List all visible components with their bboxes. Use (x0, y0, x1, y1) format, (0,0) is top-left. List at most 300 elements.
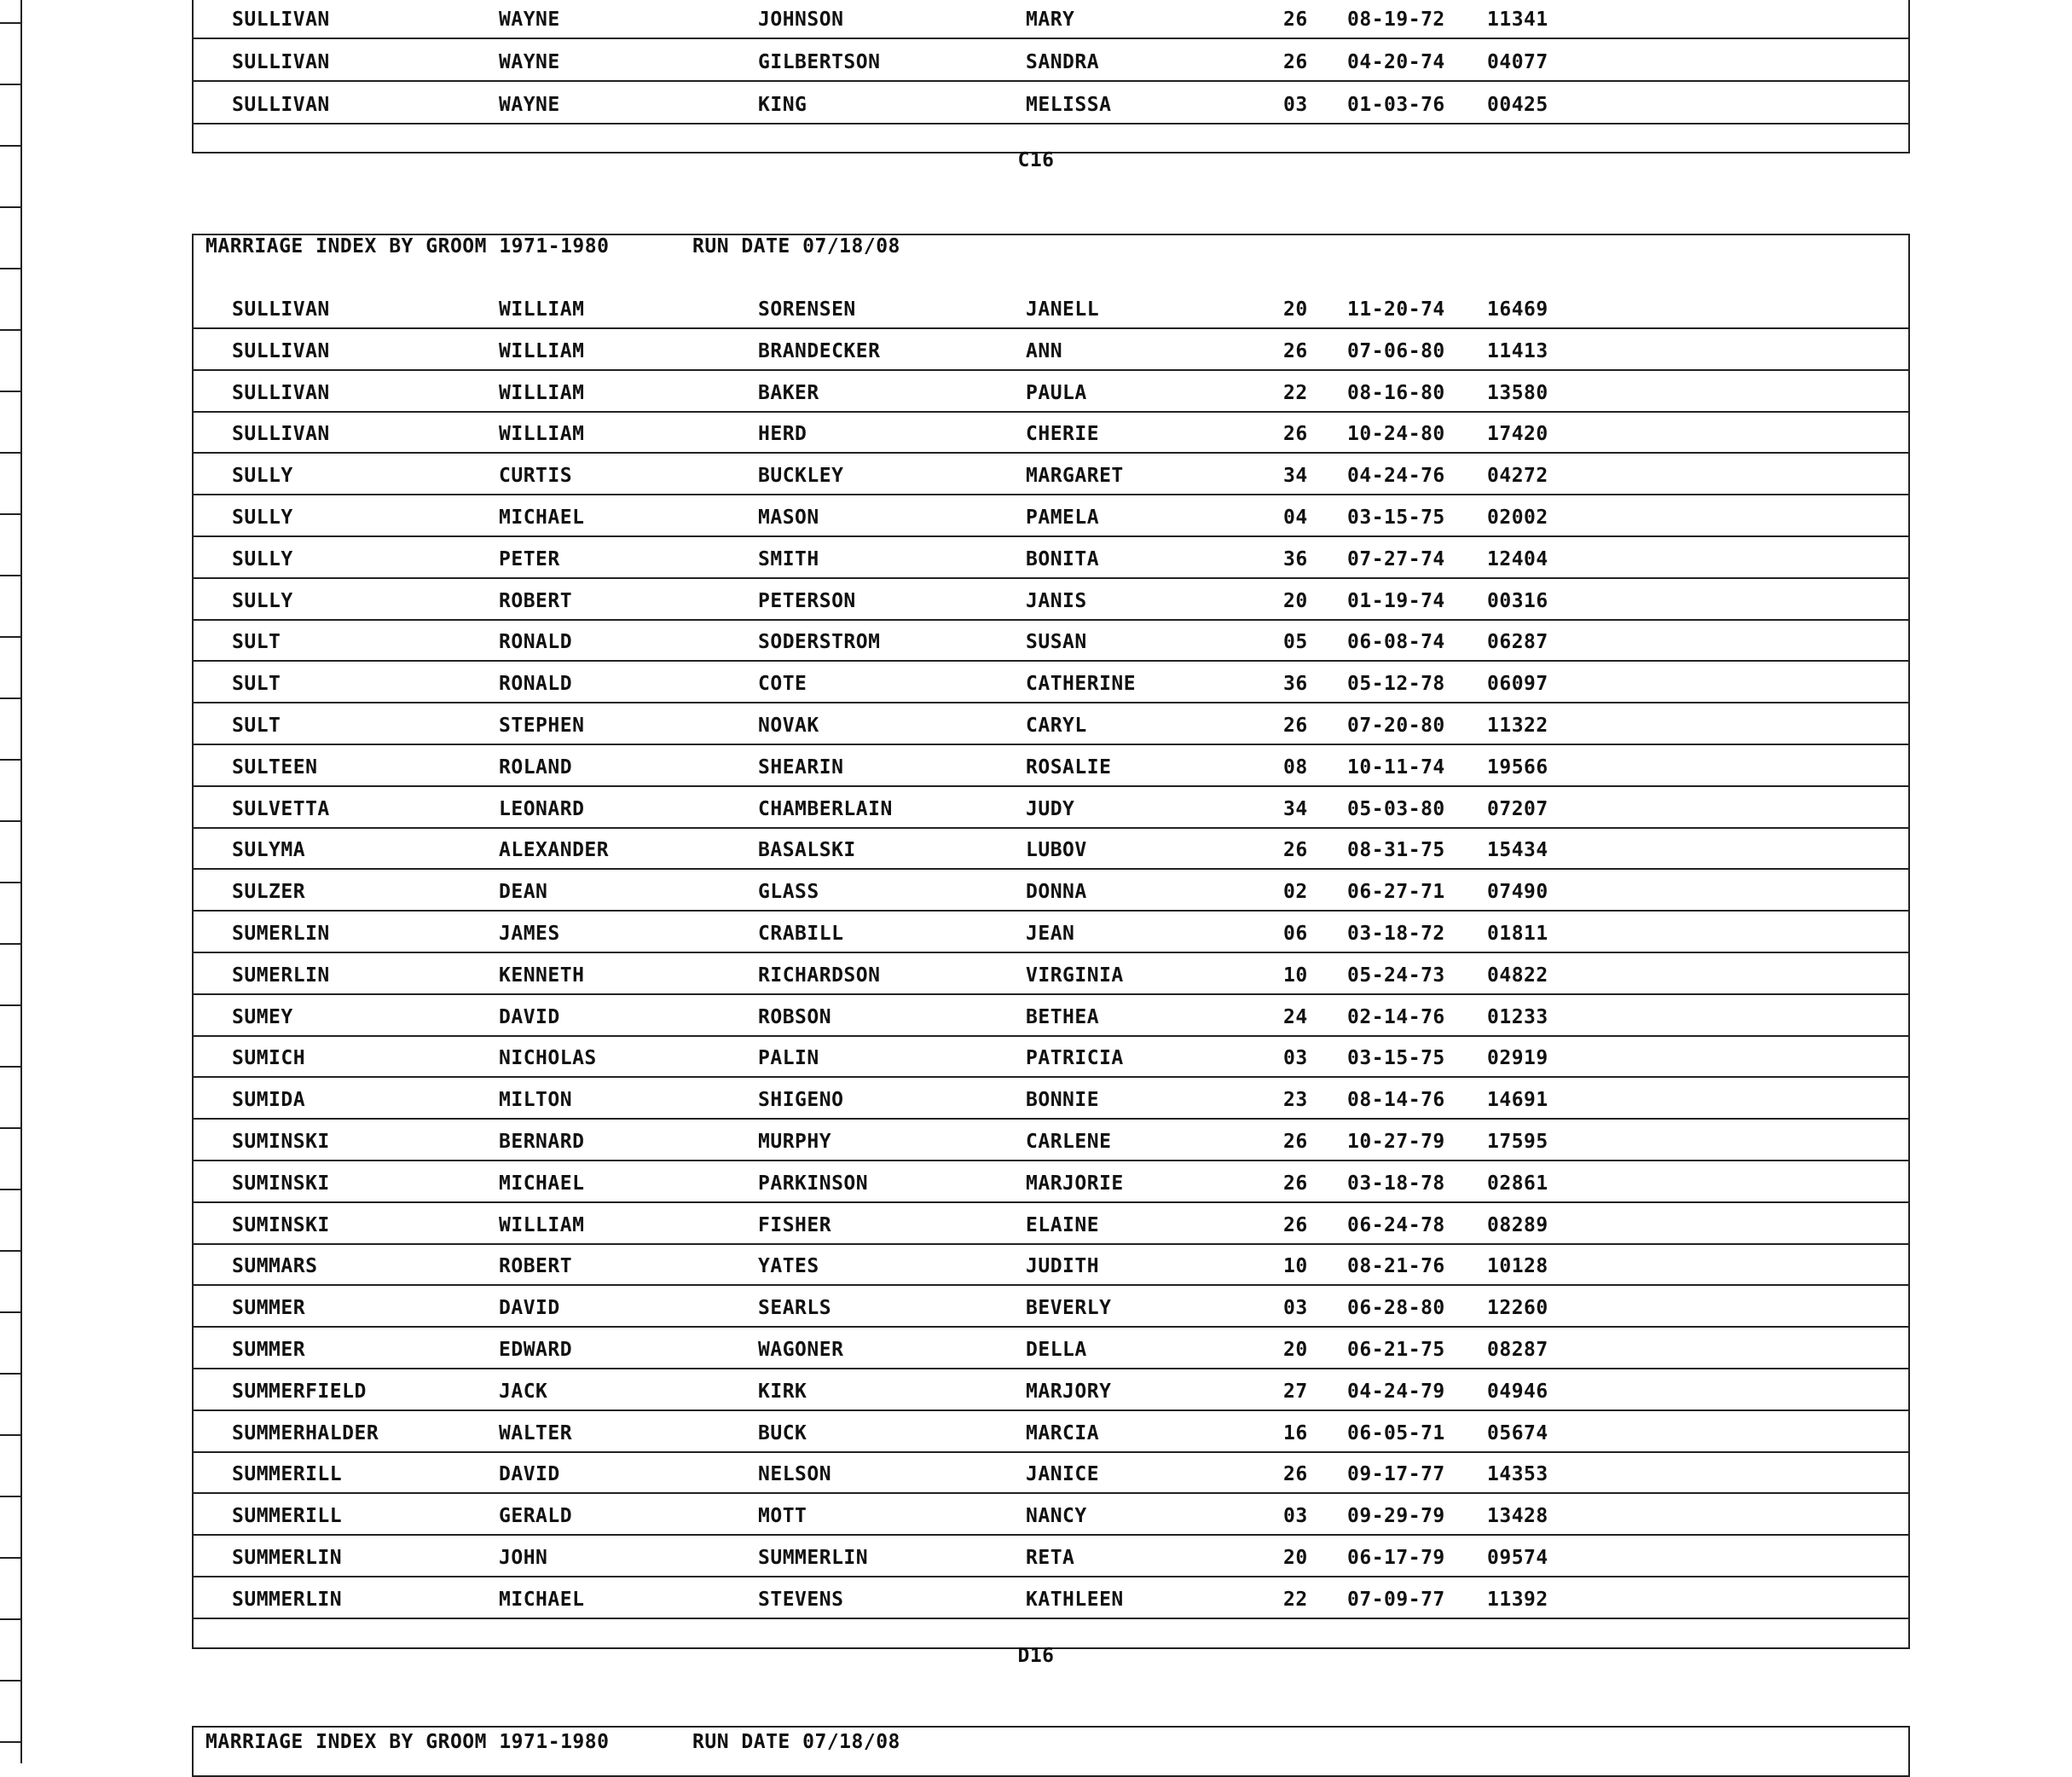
page-label-d16: D16 (1017, 1645, 1055, 1667)
bride-surname: GLASS (758, 881, 819, 904)
bride-surname: BASALSKI (758, 839, 856, 862)
groom-surname: SUMMERLIN (232, 1547, 343, 1569)
rail-tick (0, 1066, 20, 1068)
marriage-date: 03-15-75 (1347, 1047, 1445, 1070)
certificate-number: 11413 (1487, 339, 1548, 362)
bride-given-name: CHERIE (1026, 423, 1100, 446)
marriage-date: 07-20-80 (1347, 715, 1445, 737)
groom-given-name: DAVID (499, 1463, 560, 1486)
certificate-number: 10128 (1487, 1255, 1548, 1278)
table-row (194, 1537, 1908, 1577)
rail-tick (0, 268, 20, 269)
bride-given-name: JUDITH (1026, 1255, 1100, 1278)
county-code: 06 (1283, 923, 1308, 945)
rail-tick (0, 1004, 20, 1006)
county-code: 20 (1283, 298, 1308, 321)
groom-given-name: DEAN (499, 881, 548, 904)
groom-surname: SUMMERFIELD (232, 1380, 367, 1403)
groom-given-name: MICHAEL (499, 1172, 585, 1195)
certificate-number: 14691 (1487, 1089, 1548, 1112)
bride-surname: YATES (758, 1255, 819, 1278)
groom-given-name: GERALD (499, 1505, 573, 1528)
marriage-date: 08-16-80 (1347, 381, 1445, 404)
table-row (194, 580, 1908, 621)
table-row (194, 1287, 1908, 1328)
certificate-number: 07207 (1487, 797, 1548, 820)
groom-given-name: WILLIAM (499, 298, 585, 321)
marriage-date: 08-31-75 (1347, 839, 1445, 862)
rail-tick (0, 1557, 20, 1559)
bride-given-name: ELAINE (1026, 1213, 1100, 1236)
rail-tick (0, 452, 20, 454)
table-row (194, 538, 1908, 579)
groom-given-name: WALTER (499, 1421, 573, 1444)
bride-surname: MOTT (758, 1505, 807, 1528)
certificate-number: 17595 (1487, 1131, 1548, 1153)
county-code: 03 (1283, 1505, 1308, 1528)
groom-given-name: DAVID (499, 1297, 560, 1320)
county-code: 36 (1283, 673, 1308, 696)
groom-given-name: LEONARD (499, 797, 585, 820)
table-row (194, 84, 1908, 124)
marriage-date: 04-20-74 (1347, 51, 1445, 73)
certificate-number: 12404 (1487, 547, 1548, 570)
certificate-number: 04272 (1487, 465, 1548, 488)
bride-given-name: PATRICIA (1026, 1047, 1124, 1070)
index-table-c16 (192, 0, 1910, 153)
certificate-number: 06097 (1487, 673, 1548, 696)
certificate-number: 08289 (1487, 1213, 1548, 1236)
bride-surname: BAKER (758, 381, 819, 404)
marriage-date: 08-21-76 (1347, 1255, 1445, 1278)
bride-surname: BRANDECKER (758, 339, 881, 362)
marriage-date: 02-14-76 (1347, 1005, 1445, 1028)
run-date-next: RUN DATE 07/18/08 (692, 1731, 900, 1753)
bride-surname: STEVENS (758, 1588, 844, 1611)
groom-given-name: JAMES (499, 923, 560, 945)
county-code: 26 (1283, 1463, 1308, 1486)
county-code: 26 (1283, 1172, 1308, 1195)
bride-given-name: MARY (1026, 9, 1075, 31)
rail-tick (0, 882, 20, 883)
bride-surname: NOVAK (758, 715, 819, 737)
marriage-date: 06-08-74 (1347, 631, 1445, 654)
groom-surname: SUMMERHALDER (232, 1421, 379, 1444)
groom-given-name: JOHN (499, 1547, 548, 1569)
table-row (194, 372, 1908, 413)
groom-given-name: WILLIAM (499, 381, 585, 404)
groom-given-name: RONALD (499, 673, 573, 696)
bride-given-name: DELLA (1026, 1339, 1087, 1361)
bride-surname: HERD (758, 423, 807, 446)
county-code: 20 (1283, 1547, 1308, 1569)
rail-tick (0, 575, 20, 576)
marriage-date: 10-11-74 (1347, 755, 1445, 779)
county-code: 05 (1283, 631, 1308, 654)
marriage-date: 08-19-72 (1347, 9, 1445, 31)
marriage-date: 08-14-76 (1347, 1089, 1445, 1112)
certificate-number: 00316 (1487, 589, 1548, 612)
certificate-number: 11392 (1487, 1588, 1548, 1611)
certificate-number: 13580 (1487, 381, 1548, 404)
bride-given-name: PAMELA (1026, 506, 1100, 529)
groom-surname: SULLIVAN (232, 381, 330, 404)
county-code: 23 (1283, 1089, 1308, 1112)
certificate-number: 00425 (1487, 94, 1548, 116)
table-row (194, 746, 1908, 787)
groom-surname: SULTEEN (232, 755, 318, 779)
groom-surname: SUMIDA (232, 1089, 306, 1112)
groom-surname: SULLIVAN (232, 339, 330, 362)
county-code: 26 (1283, 339, 1308, 362)
bride-given-name: SANDRA (1026, 51, 1100, 73)
marriage-date: 05-03-80 (1347, 797, 1445, 820)
county-code: 22 (1283, 381, 1308, 404)
groom-given-name: PETER (499, 547, 560, 570)
table-row (194, 1245, 1908, 1286)
county-code: 08 (1283, 755, 1308, 779)
marriage-date: 03-18-78 (1347, 1172, 1445, 1195)
county-code: 26 (1283, 1213, 1308, 1236)
table-row (194, 288, 1908, 329)
rail-tick (0, 391, 20, 392)
county-code: 03 (1283, 1047, 1308, 1070)
groom-given-name: MICHAEL (499, 1588, 585, 1611)
bride-given-name: JANICE (1026, 1463, 1100, 1486)
rail-tick (0, 513, 20, 515)
groom-surname: SUMINSKI (232, 1213, 330, 1236)
bride-given-name: ROSALIE (1026, 755, 1112, 779)
bride-given-name: MARGARET (1026, 465, 1124, 488)
county-code: 20 (1283, 589, 1308, 612)
certificate-number: 15434 (1487, 839, 1548, 862)
marriage-date: 07-06-80 (1347, 339, 1445, 362)
marriage-date: 06-28-80 (1347, 1297, 1445, 1320)
marriage-date: 06-21-75 (1347, 1339, 1445, 1361)
bride-given-name: JANELL (1026, 298, 1100, 321)
bride-given-name: BONITA (1026, 547, 1100, 570)
table-row (194, 912, 1908, 953)
bride-surname: BUCK (758, 1421, 807, 1444)
bride-surname: KIRK (758, 1380, 807, 1403)
table-row (194, 1578, 1908, 1619)
bride-given-name: SUSAN (1026, 631, 1087, 654)
bride-surname: SUMMERLIN (758, 1547, 869, 1569)
marriage-date: 04-24-76 (1347, 465, 1445, 488)
table-row (194, 454, 1908, 495)
bride-surname: PARKINSON (758, 1172, 869, 1195)
table-row (194, 1453, 1908, 1494)
county-code: 10 (1283, 964, 1308, 987)
marriage-date: 07-09-77 (1347, 1588, 1445, 1611)
marriage-date: 01-19-74 (1347, 589, 1445, 612)
county-code: 26 (1283, 9, 1308, 31)
groom-given-name: WAYNE (499, 51, 560, 73)
certificate-number: 09574 (1487, 1547, 1548, 1569)
certificate-number: 02002 (1487, 506, 1548, 529)
certificate-number: 11322 (1487, 715, 1548, 737)
county-code: 36 (1283, 547, 1308, 570)
county-code: 34 (1283, 465, 1308, 488)
groom-given-name: JACK (499, 1380, 548, 1403)
groom-surname: SULLY (232, 589, 293, 612)
groom-surname: SULLIVAN (232, 423, 330, 446)
page-label-c16: C16 (1017, 149, 1055, 171)
bride-given-name: KATHLEEN (1026, 1588, 1124, 1611)
bride-given-name: MELISSA (1026, 94, 1112, 116)
marriage-date: 07-27-74 (1347, 547, 1445, 570)
groom-surname: SUMMER (232, 1297, 306, 1320)
groom-surname: SULLIVAN (232, 94, 330, 116)
bride-surname: SEARLS (758, 1297, 832, 1320)
bride-given-name: CARYL (1026, 715, 1087, 737)
county-code: 27 (1283, 1380, 1308, 1403)
rail-tick (0, 1741, 20, 1743)
groom-surname: SULT (232, 631, 281, 654)
marriage-date: 03-18-72 (1347, 923, 1445, 945)
rail-tick (0, 1189, 20, 1190)
groom-given-name: KENNETH (499, 964, 585, 987)
table-row (194, 871, 1908, 912)
groom-surname: SULLIVAN (232, 51, 330, 73)
table-row (194, 496, 1908, 537)
bride-given-name: DONNA (1026, 881, 1087, 904)
rail-tick (0, 759, 20, 761)
bride-surname: KING (758, 94, 807, 116)
groom-surname: SUMERLIN (232, 923, 330, 945)
groom-surname: SUMMERLIN (232, 1588, 343, 1611)
groom-surname: SULT (232, 715, 281, 737)
marriage-date: 11-20-74 (1347, 298, 1445, 321)
groom-surname: SULVETTA (232, 797, 330, 820)
county-code: 22 (1283, 1588, 1308, 1611)
rail-tick (0, 943, 20, 945)
rail-tick (0, 1618, 20, 1620)
bride-surname: NELSON (758, 1463, 832, 1486)
groom-given-name: CURTIS (499, 465, 573, 488)
bride-surname: FISHER (758, 1213, 832, 1236)
table-row (194, 1120, 1908, 1161)
bride-given-name: JEAN (1026, 923, 1075, 945)
rail-tick (0, 1373, 20, 1375)
county-code: 20 (1283, 1339, 1308, 1361)
groom-given-name: WILLIAM (499, 1213, 585, 1236)
bride-given-name: VIRGINIA (1026, 964, 1124, 987)
bride-surname: PETERSON (758, 589, 856, 612)
certificate-number: 04946 (1487, 1380, 1548, 1403)
bride-given-name: MARCIA (1026, 1421, 1100, 1444)
table-row (194, 1328, 1908, 1369)
bride-surname: CHAMBERLAIN (758, 797, 893, 820)
bride-surname: SODERSTROM (758, 631, 881, 654)
certificate-number: 06287 (1487, 631, 1548, 654)
groom-given-name: STEPHEN (499, 715, 585, 737)
certificate-number: 12260 (1487, 1297, 1548, 1320)
groom-given-name: NICHOLAS (499, 1047, 597, 1070)
bride-surname: BUCKLEY (758, 465, 844, 488)
county-code: 03 (1283, 94, 1308, 116)
bride-surname: CRABILL (758, 923, 844, 945)
marriage-date: 10-27-79 (1347, 1131, 1445, 1153)
bride-given-name: PAULA (1026, 381, 1087, 404)
groom-surname: SUMICH (232, 1047, 306, 1070)
table-row (194, 413, 1908, 454)
index-table-d16 (192, 234, 1910, 1649)
rail-tick (0, 84, 20, 85)
run-date: RUN DATE 07/18/08 (692, 235, 900, 258)
marriage-date: 06-05-71 (1347, 1421, 1445, 1444)
table-row (194, 829, 1908, 870)
certificate-number: 17420 (1487, 423, 1548, 446)
bride-given-name: JUDY (1026, 797, 1075, 820)
certificate-number: 14353 (1487, 1463, 1548, 1486)
groom-surname: SUMEY (232, 1005, 293, 1028)
bride-given-name: MARJORIE (1026, 1172, 1124, 1195)
county-code: 26 (1283, 715, 1308, 737)
bride-given-name: BEVERLY (1026, 1297, 1112, 1320)
rail-tick (0, 820, 20, 822)
table-row (194, 0, 1908, 39)
table-row (194, 1079, 1908, 1120)
bride-given-name: CATHERINE (1026, 673, 1137, 696)
groom-given-name: WILLIAM (499, 339, 585, 362)
table-title-next: MARRIAGE INDEX BY GROOM 1971-1980 (205, 1731, 610, 1753)
bride-surname: COTE (758, 673, 807, 696)
table-row (194, 1037, 1908, 1078)
certificate-number: 08287 (1487, 1339, 1548, 1361)
rail-tick (0, 145, 20, 147)
groom-surname: SULLIVAN (232, 298, 330, 321)
county-code: 10 (1283, 1255, 1308, 1278)
groom-surname: SULT (232, 673, 281, 696)
bride-surname: WAGONER (758, 1339, 844, 1361)
groom-given-name: DAVID (499, 1005, 560, 1028)
certificate-number: 19566 (1487, 755, 1548, 779)
bride-surname: MURPHY (758, 1131, 832, 1153)
groom-surname: SULLIVAN (232, 9, 330, 31)
groom-surname: SUMINSKI (232, 1131, 330, 1153)
bride-surname: PALIN (758, 1047, 819, 1070)
county-code: 03 (1283, 1297, 1308, 1320)
bride-surname: JOHNSON (758, 9, 844, 31)
groom-given-name: WAYNE (499, 9, 560, 31)
marriage-date: 01-03-76 (1347, 94, 1445, 116)
bride-given-name: JANIS (1026, 589, 1087, 612)
table-row (194, 1162, 1908, 1203)
certificate-number: 13428 (1487, 1505, 1548, 1528)
bride-surname: GILBERTSON (758, 51, 881, 73)
groom-surname: SUMERLIN (232, 964, 330, 987)
rail-tick (0, 1311, 20, 1313)
groom-given-name: MILTON (499, 1089, 573, 1112)
county-code: 26 (1283, 423, 1308, 446)
table-row (194, 1204, 1908, 1245)
bride-surname: SMITH (758, 547, 819, 570)
table-row (194, 330, 1908, 371)
left-margin-rail (0, 0, 22, 1763)
rail-tick (0, 22, 20, 24)
marriage-date: 06-17-79 (1347, 1547, 1445, 1569)
groom-surname: SUMMERILL (232, 1505, 343, 1528)
rail-tick (0, 1496, 20, 1497)
groom-surname: SUMMERILL (232, 1463, 343, 1486)
bride-given-name: ANN (1026, 339, 1063, 362)
certificate-number: 02861 (1487, 1172, 1548, 1195)
marriage-date: 05-12-78 (1347, 673, 1445, 696)
bride-surname: SORENSEN (758, 298, 856, 321)
table-row (194, 996, 1908, 1037)
marriage-date: 06-24-78 (1347, 1213, 1445, 1236)
bride-given-name: CARLENE (1026, 1131, 1112, 1153)
groom-given-name: WILLIAM (499, 423, 585, 446)
groom-surname: SULLY (232, 547, 293, 570)
groom-surname: SUMMARS (232, 1255, 318, 1278)
groom-surname: SULYMA (232, 839, 306, 862)
groom-surname: SULLY (232, 506, 293, 529)
groom-given-name: ROLAND (499, 755, 573, 779)
table-row (194, 1370, 1908, 1411)
county-code: 34 (1283, 797, 1308, 820)
table-row (194, 663, 1908, 703)
county-code: 26 (1283, 1131, 1308, 1153)
marriage-date: 04-24-79 (1347, 1380, 1445, 1403)
bride-surname: SHEARIN (758, 755, 844, 779)
bride-surname: ROBSON (758, 1005, 832, 1028)
marriage-date: 03-15-75 (1347, 506, 1445, 529)
table-row (194, 704, 1908, 745)
index-table-next (192, 1726, 1910, 1777)
groom-given-name: MICHAEL (499, 506, 585, 529)
bride-given-name: RETA (1026, 1547, 1075, 1569)
marriage-date: 09-17-77 (1347, 1463, 1445, 1486)
bride-given-name: BETHEA (1026, 1005, 1100, 1028)
rail-tick (0, 697, 20, 699)
groom-surname: SUMMER (232, 1339, 306, 1361)
table-row (194, 954, 1908, 995)
groom-given-name: ALEXANDER (499, 839, 610, 862)
county-code: 26 (1283, 839, 1308, 862)
certificate-number: 01233 (1487, 1005, 1548, 1028)
certificate-number: 01811 (1487, 923, 1548, 945)
table-row (194, 1495, 1908, 1536)
groom-given-name: WAYNE (499, 94, 560, 116)
county-code: 02 (1283, 881, 1308, 904)
groom-surname: SUMINSKI (232, 1172, 330, 1195)
certificate-number: 04077 (1487, 51, 1548, 73)
bride-surname: RICHARDSON (758, 964, 881, 987)
bride-surname: SHIGENO (758, 1089, 844, 1112)
rail-tick (0, 206, 20, 208)
certificate-number: 02919 (1487, 1047, 1548, 1070)
marriage-date: 10-24-80 (1347, 423, 1445, 446)
bride-given-name: BONNIE (1026, 1089, 1100, 1112)
certificate-number: 11341 (1487, 9, 1548, 31)
bride-surname: MASON (758, 506, 819, 529)
groom-surname: SULZER (232, 881, 306, 904)
certificate-number: 05674 (1487, 1421, 1548, 1444)
table-row (194, 788, 1908, 829)
bride-given-name: LUBOV (1026, 839, 1087, 862)
marriage-date: 09-29-79 (1347, 1505, 1445, 1528)
table-title: MARRIAGE INDEX BY GROOM 1971-1980 (205, 235, 610, 258)
county-code: 04 (1283, 506, 1308, 529)
certificate-number: 16469 (1487, 298, 1548, 321)
groom-given-name: BERNARD (499, 1131, 585, 1153)
certificate-number: 07490 (1487, 881, 1548, 904)
groom-given-name: EDWARD (499, 1339, 573, 1361)
table-row (194, 621, 1908, 662)
table-row (194, 1412, 1908, 1453)
